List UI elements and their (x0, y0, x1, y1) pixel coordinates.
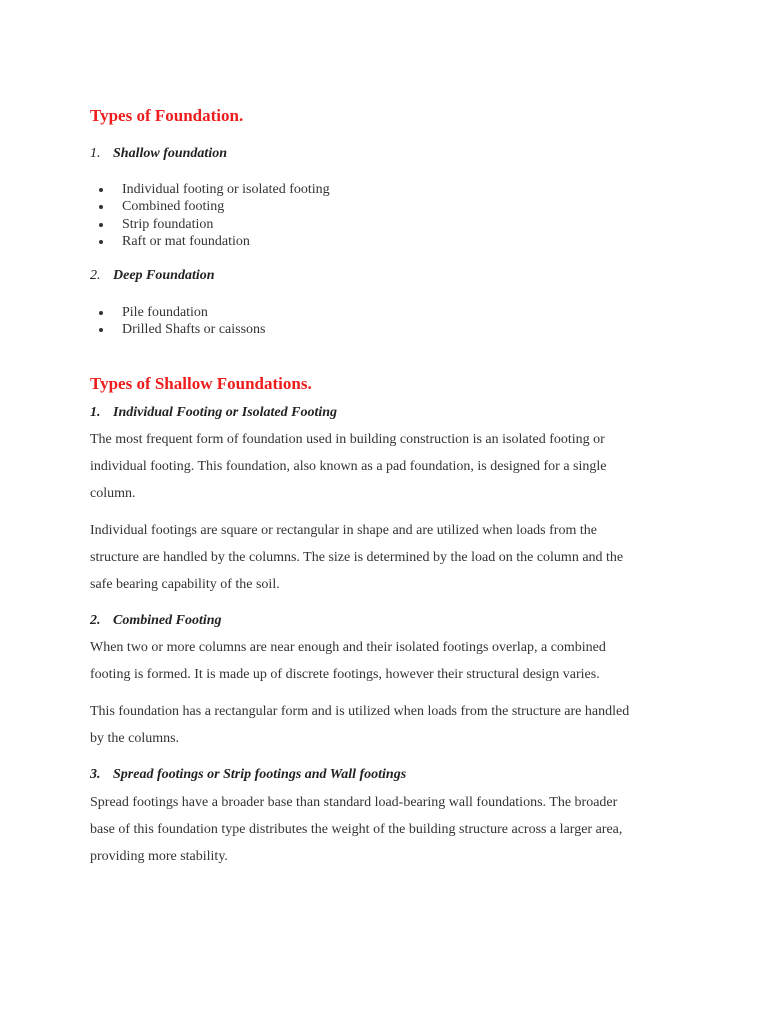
list-item: Pile foundation (90, 304, 265, 321)
subsection-label: Combined Footing (113, 613, 222, 628)
bullet-icon (99, 205, 103, 209)
list-item: Individual footing or isolated footing (90, 181, 330, 198)
paragraph-combined-footing-2: This foundation has a rectangular form and is utilized when loads from the structure are handled by the columns. (90, 704, 630, 746)
section-shallow-foundation (90, 146, 227, 162)
section-label: Shallow foundation (113, 146, 227, 161)
bullet-icon (99, 311, 103, 315)
paragraph-combined-footing-1: When two or more columns are near enough and their isolated footings overlap, a combined footing is formed. It is made up of discrete footings, however their structural design varies. (90, 640, 606, 682)
list-item: Combined footing (90, 198, 330, 215)
list-item: Strip foundation (90, 216, 330, 233)
section-number: 2. (90, 268, 101, 283)
bullet-icon (99, 240, 103, 244)
paragraph-isolated-footing-2: Individual footings are square or rectangular in shape and are utilized when loads from the structure are handled by the columns. The size is determined by the load on the column and the safe bearing capability of the soil. (90, 523, 624, 592)
subsection-number: 2. (90, 613, 101, 628)
subsection-spread-footings (90, 767, 406, 783)
list-item: Raft or mat foundation (90, 233, 330, 250)
subsection-label: Spread footings or Strip footings and Wall footings (113, 767, 407, 782)
subsection-isolated-footing (90, 405, 337, 421)
shallow-foundation-list (90, 181, 330, 250)
subsection-label: Individual Footing or Isolated Footing (113, 405, 338, 420)
section-label: Deep Foundation (113, 268, 215, 283)
list-item: Drilled Shafts or caissons (90, 321, 265, 338)
bullet-icon (99, 223, 103, 227)
paragraph-isolated-footing-1: The most frequent form of foundation used in building construction is an isolated footing or individual footing. This foundation, also known as a pad foundation, is designed for a single column. (90, 432, 607, 501)
subsection-number: 3. (90, 767, 101, 782)
section-deep-foundation (90, 268, 215, 284)
deep-foundation-list (90, 304, 265, 339)
subsection-number: 1. (90, 405, 101, 420)
heading-types-of-foundation: Types of Foundation. (90, 106, 244, 125)
section-number: 1. (90, 146, 101, 161)
bullet-icon (99, 188, 103, 192)
heading-types-of-shallow-foundations: Types of Shallow Foundations. (90, 374, 312, 393)
bullet-icon (99, 328, 103, 332)
subsection-combined-footing (90, 613, 222, 629)
paragraph-spread-footings-1: Spread footings have a broader base than standard load-bearing wall foundations. The broader base of this foundation type distributes the weight of the building structure across a larger area, providing more stability. (90, 795, 623, 864)
